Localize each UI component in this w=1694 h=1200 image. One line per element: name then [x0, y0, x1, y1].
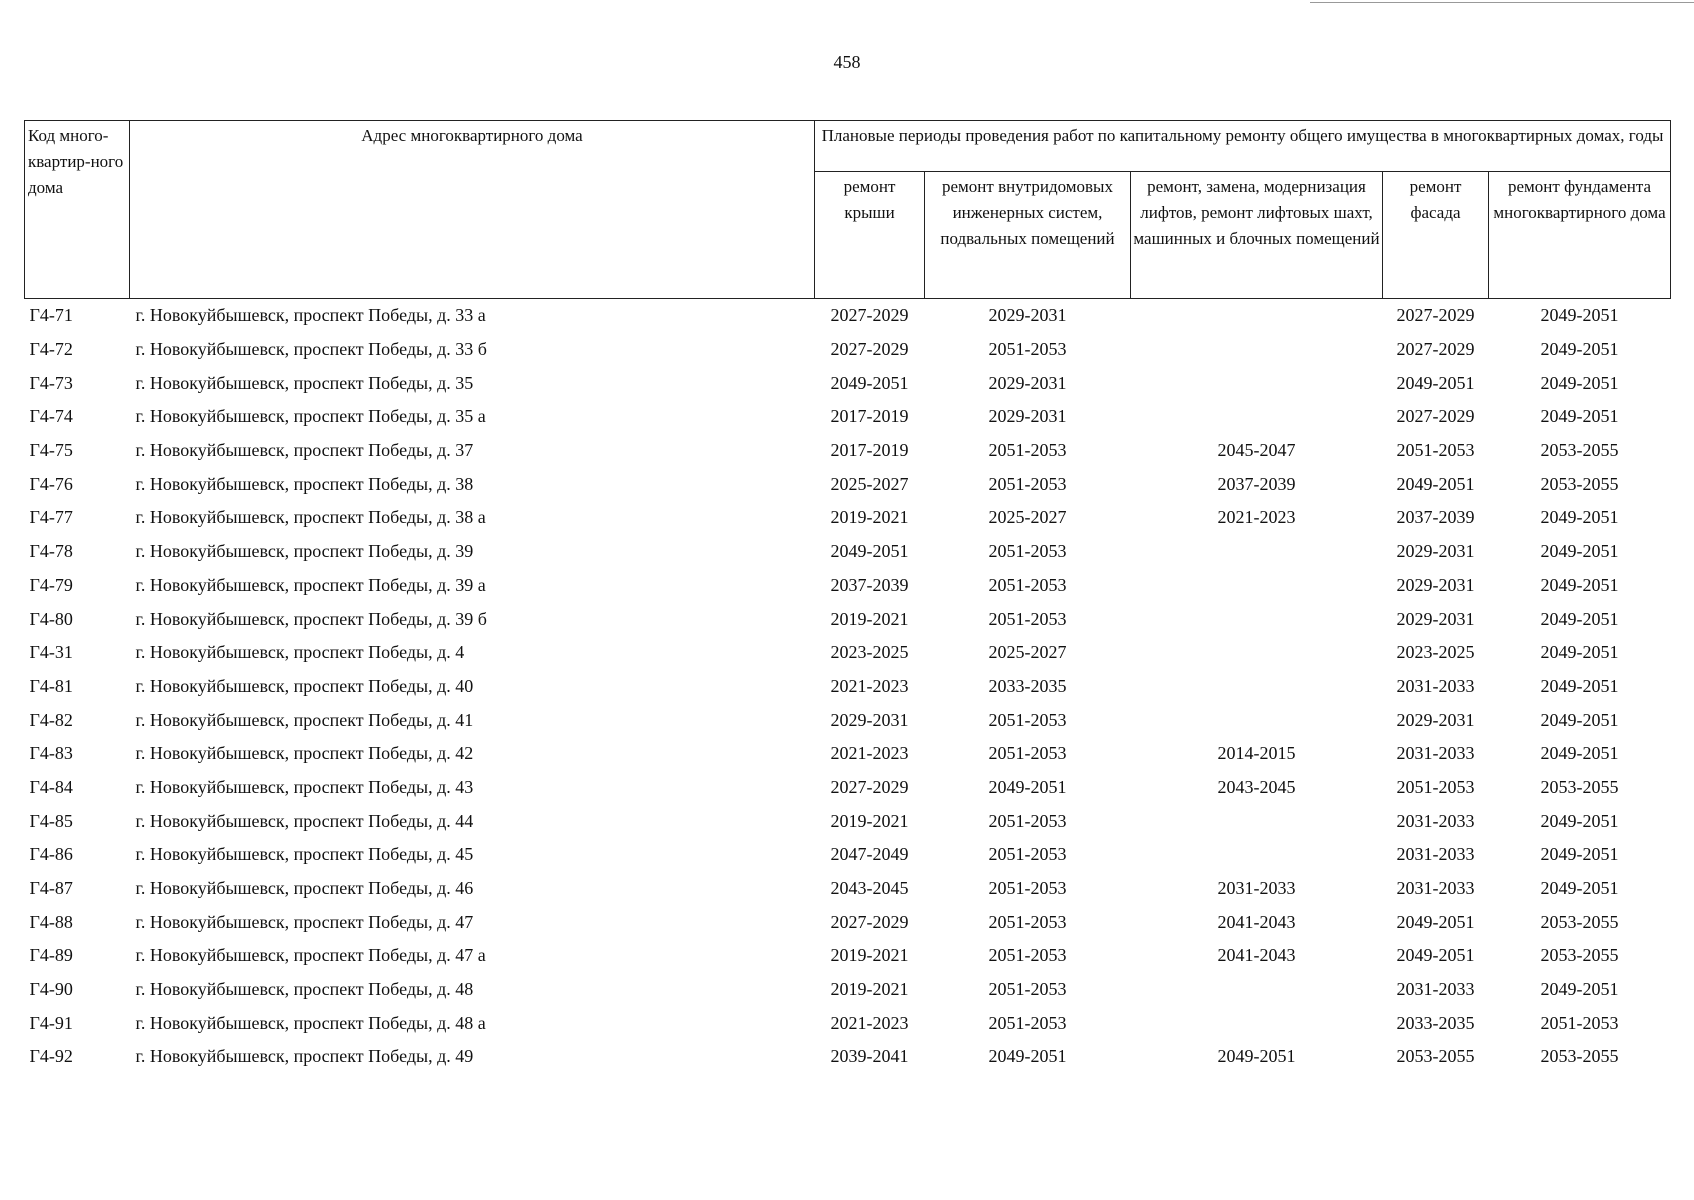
cell-lifts: 2037-2039 [1217, 473, 1296, 494]
cell-facade: 2049-2051 [1396, 911, 1475, 932]
cell-address: г. Новокуйбышевск, проспект Победы, д. 33 а [135, 305, 486, 326]
cell-roof: 2027-2029 [830, 776, 909, 797]
page-number: 458 [833, 52, 861, 72]
cell-address: г. Новокуйбышевск, проспект Победы, д. 39 [135, 541, 474, 562]
cell-address: г. Новокуйбышевск, проспект Победы, д. 39 а [135, 574, 486, 595]
cell-facade: 2033-2035 [1396, 1012, 1475, 1033]
cell-engineering: 2033-2035 [988, 675, 1067, 696]
cell-address: г. Новокуйбышевск, проспект Победы, д. 44 [135, 810, 474, 831]
table-row [25, 670, 1671, 704]
table-row [25, 1006, 1671, 1040]
cell-lifts: 2021-2023 [1217, 507, 1296, 528]
cell-code: Г4-31 [29, 642, 73, 663]
cell-roof: 2017-2019 [830, 406, 909, 427]
cell-code: Г4-76 [29, 473, 73, 494]
cell-roof: 2039-2041 [830, 1046, 909, 1067]
cell-foundation: 2049-2051 [1540, 608, 1619, 629]
cell-address: г. Новокуйбышевск, проспект Победы, д. 33 б [135, 339, 487, 360]
cell-code: Г4-85 [29, 810, 73, 831]
table-row [25, 366, 1671, 400]
cell-roof: 2019-2021 [830, 810, 909, 831]
cell-foundation: 2049-2051 [1540, 844, 1619, 865]
cell-engineering: 2029-2031 [988, 305, 1067, 326]
cell-lifts: 2041-2043 [1217, 945, 1296, 966]
cell-engineering: 2051-2053 [988, 608, 1067, 629]
header-lifts: ремонт, замена, модернизация лифтов, ремонт лифтовых шахт, машинных и блочных помещений [1131, 172, 1383, 299]
cell-foundation: 2049-2051 [1540, 709, 1619, 730]
table-row [25, 434, 1671, 468]
cell-foundation: 2049-2051 [1540, 339, 1619, 360]
cell-code: Г4-74 [29, 406, 73, 427]
cell-code: Г4-89 [29, 945, 73, 966]
cell-address: г. Новокуйбышевск, проспект Победы, д. 46 [135, 878, 474, 899]
cell-code: Г4-71 [29, 305, 73, 326]
cell-code: Г4-83 [29, 743, 73, 764]
cell-roof: 2037-2039 [830, 574, 909, 595]
cell-foundation: 2053-2055 [1540, 945, 1619, 966]
cell-facade: 2049-2051 [1396, 473, 1475, 494]
cell-facade: 2023-2025 [1396, 642, 1475, 663]
cell-lifts: 2041-2043 [1217, 911, 1296, 932]
cell-facade: 2029-2031 [1396, 709, 1475, 730]
table-row [25, 501, 1671, 535]
cell-roof: 2023-2025 [830, 642, 909, 663]
cell-address: г. Новокуйбышевск, проспект Победы, д. 42 [135, 743, 474, 764]
cell-facade: 2037-2039 [1396, 507, 1475, 528]
cell-foundation: 2049-2051 [1540, 541, 1619, 562]
cell-roof: 2043-2045 [830, 878, 909, 899]
cell-roof: 2029-2031 [830, 709, 909, 730]
cell-facade: 2049-2051 [1396, 945, 1475, 966]
cell-address: г. Новокуйбышевск, проспект Победы, д. 4 [135, 642, 465, 663]
cell-code: Г4-80 [29, 608, 73, 629]
repair-schedule-table [24, 120, 1671, 1074]
table-row [25, 872, 1671, 906]
cell-engineering: 2051-2053 [988, 1012, 1067, 1033]
cell-foundation: 2049-2051 [1540, 372, 1619, 393]
cell-address: г. Новокуйбышевск, проспект Победы, д. 37 [135, 440, 474, 461]
table-row [25, 905, 1671, 939]
cell-lifts [1131, 1006, 1383, 1040]
cell-facade: 2031-2033 [1396, 810, 1475, 831]
cell-lifts [1131, 366, 1383, 400]
cell-engineering: 2051-2053 [988, 743, 1067, 764]
cell-engineering: 2025-2027 [988, 642, 1067, 663]
table-row [25, 333, 1671, 367]
cell-lifts [1131, 838, 1383, 872]
cell-address: г. Новокуйбышевск, проспект Победы, д. 43 [135, 776, 474, 797]
header-address: Адрес многоквартирного дома [130, 121, 815, 299]
cell-foundation: 2053-2055 [1540, 911, 1619, 932]
cell-facade: 2027-2029 [1396, 339, 1475, 360]
cell-roof: 2019-2021 [830, 979, 909, 1000]
table-row [25, 973, 1671, 1007]
cell-address: г. Новокуйбышевск, проспект Победы, д. 41 [135, 709, 474, 730]
cell-lifts [1131, 670, 1383, 704]
cell-roof: 2047-2049 [830, 844, 909, 865]
table-row [25, 838, 1671, 872]
cell-address: г. Новокуйбышевск, проспект Победы, д. 47 [135, 911, 474, 932]
cell-roof: 2027-2029 [830, 305, 909, 326]
table-row [25, 569, 1671, 603]
cell-engineering: 2051-2053 [988, 574, 1067, 595]
cell-foundation: 2049-2051 [1540, 406, 1619, 427]
cell-roof: 2027-2029 [830, 339, 909, 360]
cell-facade: 2031-2033 [1396, 878, 1475, 899]
cell-engineering: 2049-2051 [988, 776, 1067, 797]
cell-code: Г4-81 [29, 675, 73, 696]
cell-foundation: 2053-2055 [1540, 1046, 1619, 1067]
cell-engineering: 2051-2053 [988, 440, 1067, 461]
cell-foundation: 2049-2051 [1540, 507, 1619, 528]
table-row [25, 703, 1671, 737]
cell-foundation: 2049-2051 [1540, 810, 1619, 831]
cell-code: Г4-87 [29, 878, 73, 899]
cell-facade: 2051-2053 [1396, 440, 1475, 461]
cell-code: Г4-88 [29, 911, 73, 932]
table-row [25, 804, 1671, 838]
cell-facade: 2029-2031 [1396, 608, 1475, 629]
cell-lifts: 2031-2033 [1217, 878, 1296, 899]
cell-lifts [1131, 400, 1383, 434]
cell-address: г. Новокуйбышевск, проспект Победы, д. 47 а [135, 945, 486, 966]
cell-foundation: 2049-2051 [1540, 305, 1619, 326]
cell-foundation: 2049-2051 [1540, 743, 1619, 764]
cell-foundation: 2051-2053 [1540, 1012, 1619, 1033]
cell-lifts [1131, 636, 1383, 670]
cell-roof: 2027-2029 [830, 911, 909, 932]
cell-engineering: 2051-2053 [988, 911, 1067, 932]
cell-code: Г4-79 [29, 574, 73, 595]
cell-foundation: 2053-2055 [1540, 776, 1619, 797]
cell-code: Г4-84 [29, 776, 73, 797]
cell-engineering: 2049-2051 [988, 1046, 1067, 1067]
header-roof: ремонт крыши [815, 172, 925, 299]
cell-engineering: 2051-2053 [988, 473, 1067, 494]
cell-lifts [1131, 804, 1383, 838]
table-row [25, 636, 1671, 670]
table-row [25, 939, 1671, 973]
cell-roof: 2049-2051 [830, 541, 909, 562]
cell-lifts [1131, 535, 1383, 569]
cell-roof: 2025-2027 [830, 473, 909, 494]
cell-facade: 2053-2055 [1396, 1046, 1475, 1067]
cell-foundation: 2053-2055 [1540, 440, 1619, 461]
cell-address: г. Новокуйбышевск, проспект Победы, д. 38 [135, 473, 474, 494]
cell-address: г. Новокуйбышевск, проспект Победы, д. 48 а [135, 1012, 486, 1033]
cell-code: Г4-91 [29, 1012, 73, 1033]
cell-engineering: 2051-2053 [988, 844, 1067, 865]
top-rule [1310, 2, 1694, 3]
cell-foundation: 2053-2055 [1540, 473, 1619, 494]
cell-facade: 2029-2031 [1396, 574, 1475, 595]
cell-address: г. Новокуйбышевск, проспект Победы, д. 39 б [135, 608, 487, 629]
cell-roof: 2021-2023 [830, 743, 909, 764]
cell-engineering: 2051-2053 [988, 541, 1067, 562]
cell-roof: 2017-2019 [830, 440, 909, 461]
cell-roof: 2049-2051 [830, 372, 909, 393]
cell-lifts: 2049-2051 [1217, 1046, 1296, 1067]
cell-roof: 2019-2021 [830, 608, 909, 629]
cell-code: Г4-77 [29, 507, 73, 528]
cell-lifts: 2045-2047 [1217, 440, 1296, 461]
cell-roof: 2019-2021 [830, 507, 909, 528]
cell-address: г. Новокуйбышевск, проспект Победы, д. 35 а [135, 406, 486, 427]
cell-address: г. Новокуйбышевск, проспект Победы, д. 38 а [135, 507, 486, 528]
header-facade: ремонт фасада [1383, 172, 1489, 299]
cell-code: Г4-72 [29, 339, 73, 360]
cell-facade: 2031-2033 [1396, 743, 1475, 764]
table-row [25, 535, 1671, 569]
table-row [25, 602, 1671, 636]
table-row [25, 400, 1671, 434]
table-row [25, 299, 1671, 333]
cell-lifts [1131, 703, 1383, 737]
cell-engineering: 2025-2027 [988, 507, 1067, 528]
cell-roof: 2021-2023 [830, 675, 909, 696]
cell-address: г. Новокуйбышевск, проспект Победы, д. 49 [135, 1046, 474, 1067]
cell-code: Г4-82 [29, 709, 73, 730]
cell-engineering: 2029-2031 [988, 372, 1067, 393]
cell-lifts: 2043-2045 [1217, 776, 1296, 797]
table-row [25, 737, 1671, 771]
cell-foundation: 2049-2051 [1540, 979, 1619, 1000]
cell-roof: 2019-2021 [830, 945, 909, 966]
header-foundation: ремонт фундамента многоквартирного дома [1489, 172, 1671, 299]
table-row [25, 771, 1671, 805]
header-code: Код много-квартир-ного дома [25, 121, 130, 299]
cell-facade: 2049-2051 [1396, 372, 1475, 393]
cell-engineering: 2051-2053 [988, 945, 1067, 966]
cell-address: г. Новокуйбышевск, проспект Победы, д. 45 [135, 844, 474, 865]
cell-lifts [1131, 602, 1383, 636]
cell-foundation: 2049-2051 [1540, 675, 1619, 696]
cell-lifts: 2014-2015 [1217, 743, 1296, 764]
cell-code: Г4-78 [29, 541, 73, 562]
cell-code: Г4-73 [29, 372, 73, 393]
cell-code: Г4-75 [29, 440, 73, 461]
cell-engineering: 2051-2053 [988, 810, 1067, 831]
cell-address: г. Новокуйбышевск, проспект Победы, д. 35 [135, 372, 474, 393]
cell-lifts [1131, 299, 1383, 333]
cell-address: г. Новокуйбышевск, проспект Победы, д. 40 [135, 675, 474, 696]
cell-code: Г4-92 [29, 1046, 73, 1067]
cell-lifts [1131, 569, 1383, 603]
table-row [25, 467, 1671, 501]
cell-facade: 2031-2033 [1396, 844, 1475, 865]
cell-lifts [1131, 973, 1383, 1007]
cell-address: г. Новокуйбышевск, проспект Победы, д. 48 [135, 979, 474, 1000]
cell-engineering: 2029-2031 [988, 406, 1067, 427]
cell-facade: 2051-2053 [1396, 776, 1475, 797]
cell-roof: 2021-2023 [830, 1012, 909, 1033]
header-planned-periods: Плановые периоды проведения работ по капитальному ремонту общего имущества в многоквартирных домах, годы [815, 121, 1671, 172]
cell-foundation: 2049-2051 [1540, 878, 1619, 899]
table-body [25, 299, 1671, 1074]
cell-facade: 2029-2031 [1396, 541, 1475, 562]
cell-engineering: 2051-2053 [988, 878, 1067, 899]
cell-code: Г4-86 [29, 844, 73, 865]
table-row [25, 1040, 1671, 1074]
cell-engineering: 2051-2053 [988, 339, 1067, 360]
cell-foundation: 2049-2051 [1540, 642, 1619, 663]
header-engineering: ремонт внутридомовых инженерных систем, подвальных помещений [925, 172, 1131, 299]
cell-facade: 2031-2033 [1396, 675, 1475, 696]
cell-facade: 2027-2029 [1396, 406, 1475, 427]
cell-engineering: 2051-2053 [988, 709, 1067, 730]
cell-facade: 2027-2029 [1396, 305, 1475, 326]
cell-engineering: 2051-2053 [988, 979, 1067, 1000]
cell-lifts [1131, 333, 1383, 367]
cell-facade: 2031-2033 [1396, 979, 1475, 1000]
cell-code: Г4-90 [29, 979, 73, 1000]
cell-foundation: 2049-2051 [1540, 574, 1619, 595]
